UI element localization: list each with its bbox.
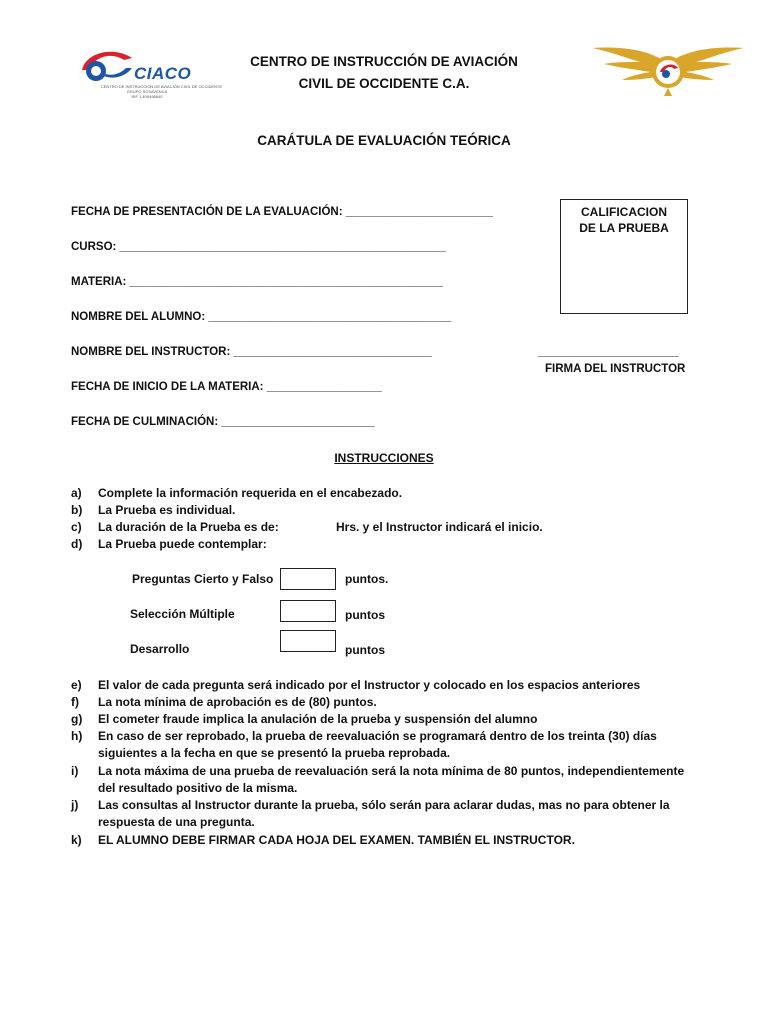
- firma-line[interactable]: ______________________: [538, 346, 679, 358]
- list-item: [71, 832, 711, 849]
- grade-box-label-1: CALIFICACION: [581, 205, 667, 219]
- page-title: CARÁTULA DE EVALUACIÓN TEÓRICA: [257, 133, 511, 148]
- list-item: [71, 677, 711, 694]
- grade-box-label-2: DE LA PRUEBA: [579, 221, 669, 235]
- item-text: Complete la información requerida en el encabezado.: [98, 486, 403, 500]
- header-line2: CIVIL DE OCCIDENTE C.A.: [298, 76, 470, 91]
- points-unit: puntos: [345, 608, 385, 622]
- item-text: El valor de cada pregunta será indicado por el Instructor y colocado en los espacios anteriores: [98, 678, 641, 692]
- points-input-desarrollo[interactable]: [280, 630, 336, 652]
- points-label-cierto-falso: Preguntas Cierto y Falso: [132, 572, 274, 586]
- list-item: [71, 694, 711, 711]
- field-nombre-alumno[interactable]: NOMBRE DEL ALUMNO: ______________________________________: [71, 311, 452, 323]
- field-materia[interactable]: MATERIA: _________________________________________________: [71, 276, 443, 288]
- points-label-desarrollo: Desarrollo: [130, 642, 190, 656]
- item-text: La Prueba es individual.: [98, 503, 236, 517]
- item-letter: f): [71, 695, 79, 709]
- field-nombre-instructor[interactable]: NOMBRE DEL INSTRUCTOR: _______________________________: [71, 346, 432, 358]
- list-item: [71, 485, 711, 502]
- points-input-cierto-falso[interactable]: [280, 568, 336, 590]
- field-fecha-inicio[interactable]: FECHA DE INICIO DE LA MATERIA: __________________: [71, 381, 382, 393]
- item-text: Las consultas al Instructor durante la prueba, sólo serán para aclarar dudas, mas no para obtener la respuesta de una pregunta.: [98, 798, 670, 829]
- points-label-seleccion-multiple: Selección Múltiple: [130, 607, 235, 621]
- item-text: La duración de la Prueba es de:: [98, 520, 279, 534]
- points-unit: puntos.: [345, 572, 389, 586]
- points-input-seleccion-multiple[interactable]: [280, 600, 336, 622]
- firma-label: FIRMA DEL INSTRUCTOR: [545, 363, 686, 375]
- points-unit: puntos: [345, 643, 385, 657]
- item-letter: b): [71, 503, 83, 517]
- item-text: EL ALUMNO DEBE FIRMAR CADA HOJA DEL EXAMEN. TAMBIÉN EL INSTRUCTOR.: [98, 833, 575, 847]
- list-item: [71, 502, 711, 519]
- list-item: [71, 519, 711, 536]
- item-text-2: Hrs. y el Instructor indicará el inicio.: [336, 520, 543, 534]
- list-item: [71, 536, 711, 553]
- item-letter: i): [71, 764, 79, 778]
- item-letter: c): [71, 520, 82, 534]
- ciaco-logo-group: GRUPO SOSAVENCA: [126, 89, 168, 94]
- item-letter: k): [71, 833, 82, 847]
- ciaco-logo-subtitle: CENTRO DE INSTRUCCIÓN DE AVIACIÓN CIVIL DE OCCIDENTE: [100, 84, 222, 89]
- item-text: En caso de ser reprobado, la prueba de reevaluación se programará dentro de los treinta (30) días siguientes a la fecha en que se presentó la prueba reprobada.: [98, 729, 657, 760]
- list-item: [71, 711, 711, 728]
- item-text: La nota máxima de una prueba de reevaluación será la nota mínima de 80 puntos, independientemente del resultado positivo de la misma.: [98, 764, 685, 795]
- item-letter: h): [71, 729, 83, 743]
- item-text: La nota mínima de aprobación es de (80) puntos.: [98, 695, 377, 709]
- list-item: [71, 797, 671, 831]
- ciaco-logo-rif: RIF J-409498640: [131, 94, 163, 99]
- item-letter: g): [71, 712, 83, 726]
- field-fecha-presentacion[interactable]: FECHA DE PRESENTACIÓN DE LA EVALUACIÓN: _______________________: [71, 206, 493, 218]
- list-item: [71, 728, 671, 762]
- item-letter: j): [71, 798, 79, 812]
- item-text: El cometer fraude implica la anulación de la prueba y suspensión del alumno: [98, 712, 538, 726]
- field-fecha-culminacion[interactable]: FECHA DE CULMINACIÓN: ________________________: [71, 416, 375, 428]
- field-curso[interactable]: CURSO: ___________________________________________________: [71, 241, 446, 253]
- item-text: La Prueba puede contemplar:: [98, 537, 267, 551]
- item-letter: a): [71, 486, 82, 500]
- grade-box[interactable]: [560, 199, 688, 314]
- list-item: [71, 763, 703, 797]
- header-line1: CENTRO DE INSTRUCCIÓN DE AVIACIÓN: [250, 54, 518, 69]
- item-letter: e): [71, 678, 82, 692]
- instructions-title: INSTRUCCIONES: [334, 451, 434, 465]
- ciaco-logo-text: CIACO: [134, 64, 192, 83]
- item-letter: d): [71, 537, 83, 551]
